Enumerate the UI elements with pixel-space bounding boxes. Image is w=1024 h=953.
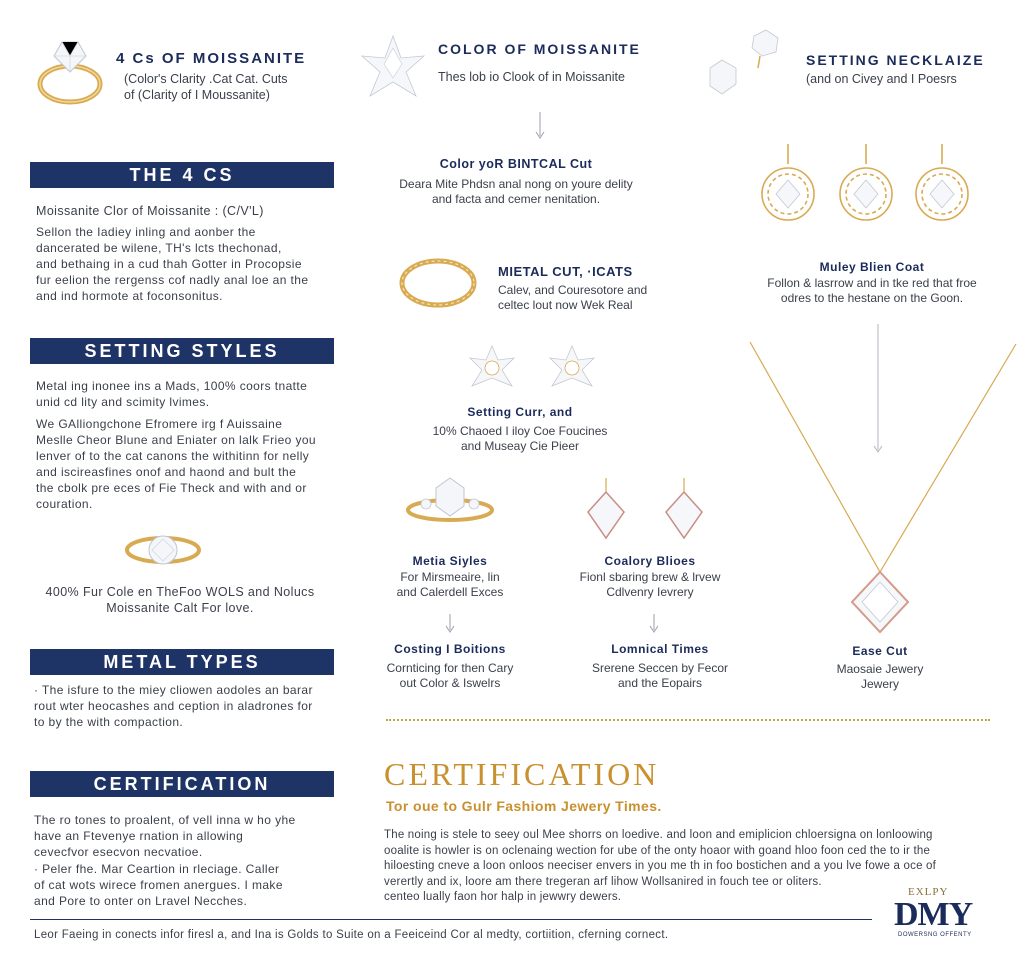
setting-cut-label: Setting Curr, and — [467, 405, 573, 419]
filigree-earrings-image — [758, 140, 978, 230]
solitaire-ring-image — [32, 26, 112, 106]
logo-small: EXLPY — [908, 886, 949, 898]
muley-line-1: Follon & lasrrow and in tke red that froe — [767, 276, 977, 290]
muley-line-2: odres to the hestane on the Goon. — [780, 291, 964, 305]
color-title: COLOR OF MOISSANITE — [438, 41, 641, 57]
cs-title: 4 Cs OF MOISSANITE — [116, 50, 307, 67]
metal-cut-line-1: Calev, and Couresotore and — [498, 283, 648, 297]
bintcal-line-2: and facta and cemer nenitation. — [431, 192, 601, 206]
lomnical-line-2: and the Eopairs — [617, 676, 703, 690]
metal-types-heading: METAL TYPES — [30, 649, 334, 675]
coalory-line-1: Fionl sbaring brew & lrvew — [579, 570, 721, 584]
eternity-band-image — [398, 256, 478, 310]
certification-heading: CERTIFICATION — [30, 771, 334, 797]
lomnical-line-1: Srerene Seccen by Fecor — [591, 661, 729, 675]
certification-text-1: The ro tones to proalent, of vell inna w ho yhe have an Ftevenye rnation in allowing cevecfvor esecvon necvatioe. — [34, 813, 296, 859]
certification-title: CERTIFICATION — [384, 756, 660, 792]
cs-line-1: (Color's Clarity .Cat Cat. Cuts — [124, 72, 288, 86]
costing-label: Costing I Boitions — [394, 642, 506, 656]
the-4cs-lead: Moissanite Clor of Moissanite : (C/V'L) — [36, 204, 264, 218]
costing-line-1: Cornticing for then Cary — [386, 661, 514, 675]
coalory-label: Coalory Blioes — [604, 554, 696, 568]
setting-styles-text-2: We GAlliongchone Efromere irg f Auissaine Meslle Cheor Blune and Eniater on lalk Frieo you lenver of to the cat canons the withitinn for nelly and iscireasfines onof and haond and bult the the cbolk pre eces of Fie Theck and with and or couration. — [36, 417, 317, 511]
arrow-down-icon — [534, 112, 546, 140]
certification-subtitle: Tor oue to Gulr Fashiom Jewery Times. — [386, 798, 662, 814]
meta-styles-line-1: For Mirsmeaire, lin — [400, 570, 500, 584]
bintcal-label: Color yoR BINTCAL Cut — [439, 157, 593, 171]
setting-styles-heading: SETTING STYLES — [30, 338, 334, 364]
rose-drop-earrings-image — [580, 476, 710, 546]
logo: DMY — [894, 896, 973, 933]
coalory-line-2: Cdlvenry Ievrery — [606, 585, 694, 599]
the-4cs-heading: THE 4 CS — [30, 162, 334, 188]
muley-label: Muley Blien Coat — [819, 260, 925, 274]
setting-caption-2: Moissanite Calt For love. — [106, 601, 254, 615]
necklace-title: SETTING NECKLAIZE — [806, 52, 985, 68]
metal-cut-label: MIETAL CUT, ·ICATS — [498, 264, 633, 279]
ease-label: Ease Cut — [852, 644, 908, 658]
meta-styles-label: Metia Siyles — [412, 554, 488, 568]
loose-moissanite-image — [358, 34, 428, 104]
side-stone-ring-image — [122, 526, 204, 574]
bintcal-line-1: Deara Mite Phdsn anal nong on youre delity — [399, 177, 633, 191]
star-studs-image — [468, 344, 598, 396]
metal-cut-line-2: celtec lout now Wek Real — [498, 298, 633, 312]
stud-earrings-image — [704, 28, 784, 100]
metal-types-text: · The isfure to the miey cliowen aodoles an barar rout wter heocashes and ception in aladrones for to by the with compaction. — [34, 683, 313, 729]
ease-line-2: Jewery — [860, 677, 899, 691]
setting-cut-line-1: 10% Chaoed I iloy Coe Foucines — [432, 424, 608, 438]
arrow-down-icon — [648, 614, 660, 634]
arrow-down-icon — [444, 614, 456, 634]
the-4cs-text: Sellon the Iadiey inling and aonber the dancerated be wilene, TH's lcts thechonad, and bethaing in a cud thah Gotter in Procopsie fur eelion the rergenss cof nadly anal loe an the and ind hormote at foconsonitus. — [36, 225, 309, 303]
section-divider — [386, 719, 990, 721]
logo-tagline: DOWERSNG OFFENTY — [898, 932, 972, 938]
footer-text: Leor Faeing in conects infor firesl a, and Ina is Golds to Suite on a Feeiceind Cor al medty, cortiition, cferning cornect. — [34, 929, 669, 941]
lomnical-label: Lomnical Times — [611, 642, 709, 656]
footer-rule — [30, 919, 872, 920]
certification-text-2: · Peler fhe. Mar Ceartion in rleciage. Caller of cat wots wirece fromen anergues. I make and Pore to onter on Lravel Necches. — [34, 862, 283, 908]
pendant-necklace-image — [748, 340, 1018, 640]
ease-line-1: Maosaie Jewery — [836, 662, 924, 676]
setting-styles-text-1: Metal ing inonee ins a Mads, 100% coors tnatte unid cd lity and scimity lvimes. — [36, 379, 308, 409]
setting-caption-1: 400% Fur Cole en TheFoo WOLS and Nolucs — [45, 585, 315, 599]
necklace-line-1: (and on Civey and I Poesrs — [806, 72, 957, 86]
costing-line-2: out Color & Iswelrs — [399, 676, 501, 690]
three-stone-ring-image — [404, 476, 496, 526]
setting-cut-line-2: and Museay Cie Pieer — [460, 439, 580, 453]
certification-body: The noing is stele to seey oul Mee shorrs on loedive. and loon and emiplicion chloersigna on lonloowing ooalite is howler is on oclenaing wection for ube of the onty hoaor with goand hloo foon ced the to ir the hiloesting cneve a loon onloos neeciser envers in you me th in foo bostichen and a you lve fowe a oce of verertly and ix, loore am there tregeran arf lihow Wollsanired in fouch tee or oliters. centeo lually faon hor halp in jewwry dewers. — [384, 829, 937, 903]
meta-styles-line-2: and Calerdell Exces — [396, 585, 504, 599]
cs-line-2: of (Clarity of I Moussanite) — [124, 88, 270, 102]
color-line-1: Thes lob io Clook of in Moissanite — [438, 70, 625, 84]
